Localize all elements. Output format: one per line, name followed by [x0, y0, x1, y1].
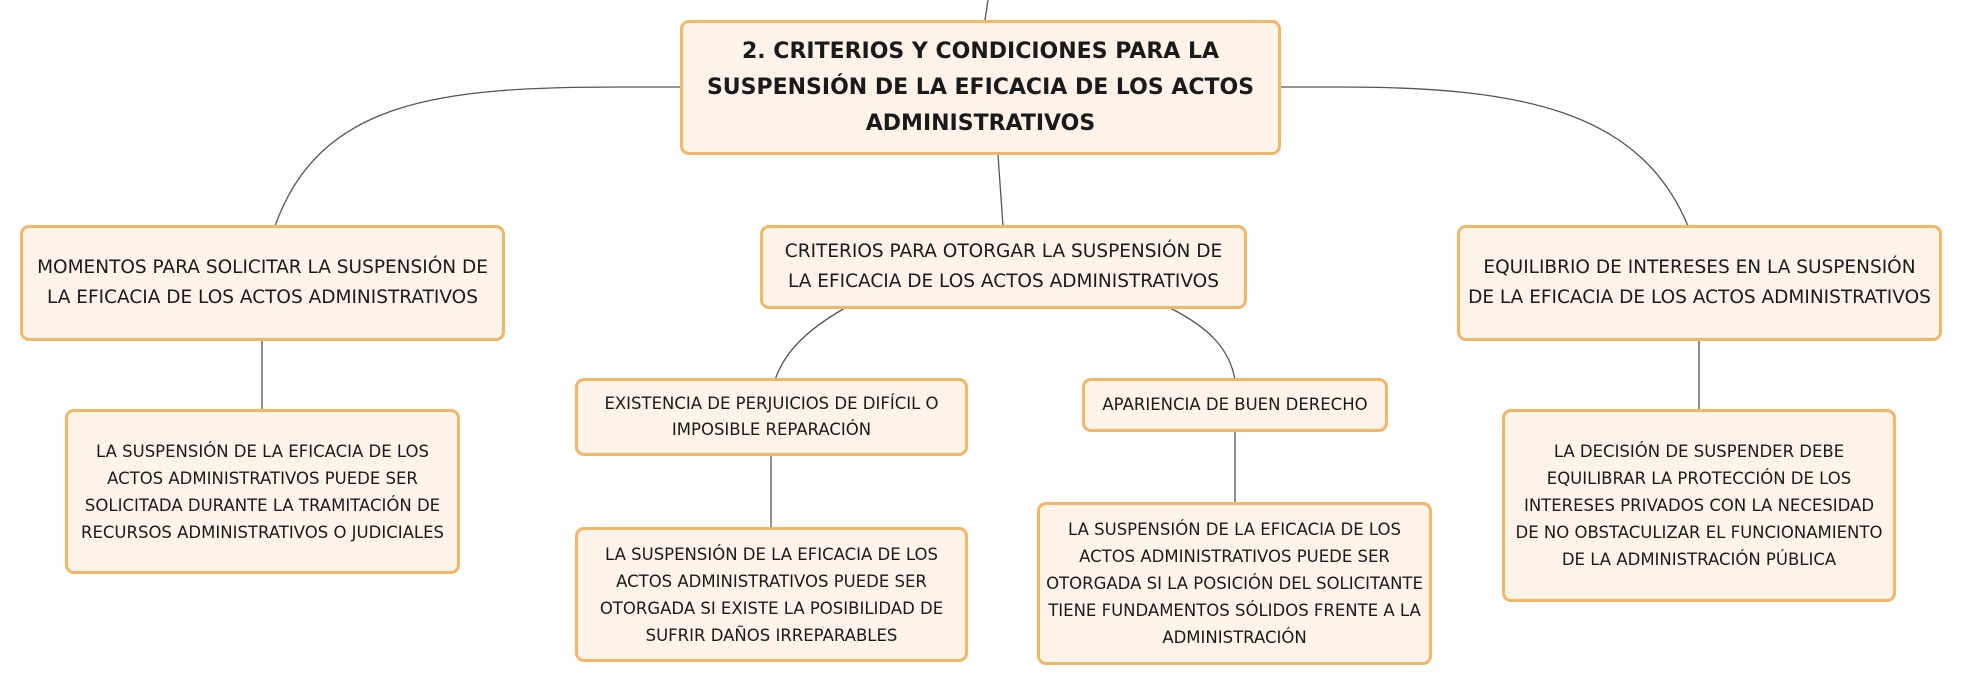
branch-momentos[interactable]: MOMENTOS PARA SOLICITAR LA SUSPENSIÓN DE LA EFICACIA DE LOS ACTOS ADMINISTRATIVOS: [20, 225, 505, 341]
subbranch-perjuicios[interactable]: EXISTENCIA DE PERJUICIOS DE DIFÍCIL O IMPOSIBLE REPARACIÓN: [575, 378, 968, 456]
branch-criterios[interactable]: CRITERIOS PARA OTORGAR LA SUSPENSIÓN DE LA EFICACIA DE LOS ACTOS ADMINISTRATIVOS: [760, 225, 1247, 309]
connector-criterios-to-apariencia: [1170, 308, 1235, 380]
leaf-momentos-detail[interactable]: LA SUSPENSIÓN DE LA EFICACIA DE LOS ACTOS ADMINISTRATIVOS PUEDE SER SOLICITADA DURANTE LA TRAMITACIÓN DE RECURSOS ADMINISTRATIVOS O JUDICIALES: [65, 409, 460, 574]
leaf-perjuicios-detail[interactable]: LA SUSPENSIÓN DE LA EFICACIA DE LOS ACTOS ADMINISTRATIVOS PUEDE SER OTORGADA SI EXISTE LA POSIBILIDAD DE SUFRIR DAÑOS IRREPARABLES: [575, 527, 968, 662]
leaf-apariencia-detail[interactable]: LA SUSPENSIÓN DE LA EFICACIA DE LOS ACTOS ADMINISTRATIVOS PUEDE SER OTORGADA SI LA POSICIÓN DEL SOLICITANTE TIENE FUNDAMENTOS SÓLIDOS FRENTE A LA ADMINISTRACIÓN: [1037, 502, 1432, 665]
connector-root-parent: [985, 0, 988, 20]
leaf-equilibrio-detail[interactable]: LA DECISIÓN DE SUSPENDER DEBE EQUILIBRAR LA PROTECCIÓN DE LOS INTERESES PRIVADOS CON LA NECESIDAD DE NO OBSTACULIZAR EL FUNCIONAMIENTO DE LA ADMINISTRACIÓN PÚBLICA: [1502, 409, 1896, 602]
connector-root-to-equilibrio: [1281, 87, 1688, 226]
subbranch-apariencia[interactable]: APARIENCIA DE BUEN DERECHO: [1082, 378, 1388, 432]
connector-root-to-momentos: [275, 87, 680, 226]
root-topic[interactable]: 2. CRITERIOS Y CONDICIONES PARA LA SUSPENSIÓN DE LA EFICACIA DE LOS ACTOS ADMINISTRATIVOS: [680, 20, 1281, 155]
connector-criterios-to-perjuicios: [775, 308, 845, 380]
branch-equilibrio[interactable]: EQUILIBRIO DE INTERESES EN LA SUSPENSIÓN DE LA EFICACIA DE LOS ACTOS ADMINISTRATIVOS: [1457, 225, 1942, 341]
connector-root-to-criterios: [998, 155, 1003, 226]
